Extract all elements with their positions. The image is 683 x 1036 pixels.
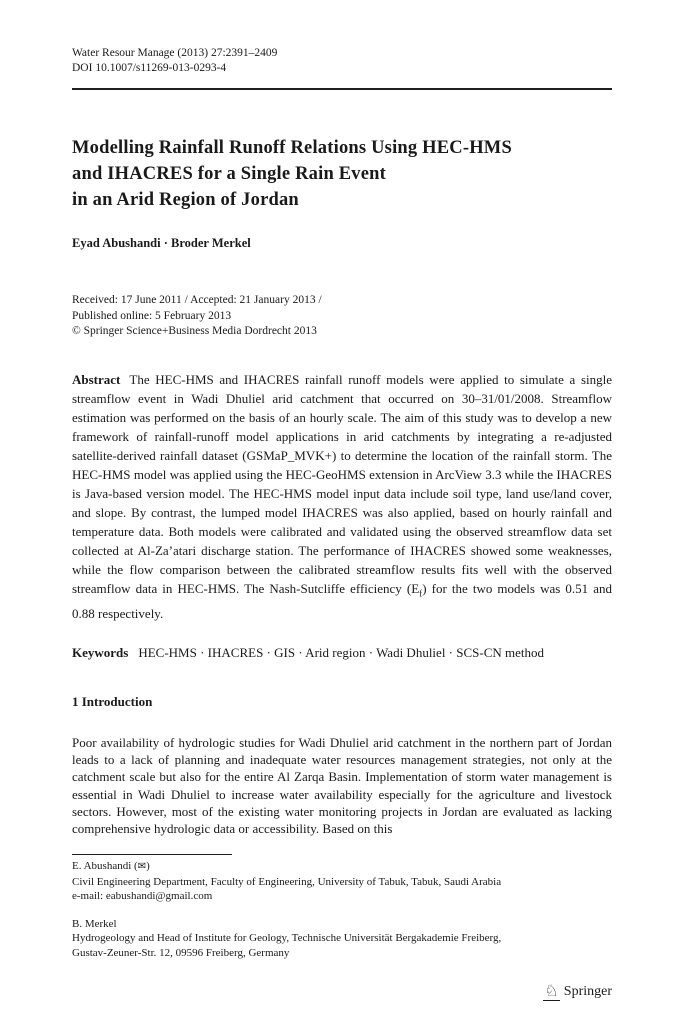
springer-knight-icon: ♘ bbox=[544, 981, 559, 1000]
efficiency-subscript: f bbox=[419, 588, 423, 599]
corresponding-author-paren: ) bbox=[146, 860, 150, 872]
correspondence-footnote bbox=[72, 859, 632, 960]
keywords-text: HEC-HMS · IHACRES · GIS · Arid region · Wadi Dhuliel · SCS-CN method bbox=[138, 645, 545, 660]
abstract-paragraph bbox=[72, 370, 612, 623]
publisher-logo bbox=[543, 983, 612, 1001]
journal-doi: DOI 10.1007/s11269-013-0293-4 bbox=[72, 62, 227, 74]
abstract-text-part2: ) for the two models was 0.51 and 0.88 respectively. bbox=[72, 581, 612, 621]
abstract-text-part1: The HEC-HMS and IHACRES rainfall runoff models were applied to simulate a single streamflow event in Wadi Dhuliel arid catchment that occurred on 30–31/01/2008. Streamflow estimation was performed on the basis of an hourly scale. The aim of this study was to develop a new framework of rainfall-runoff model applications in arid catchments by integrating a re-adjusted satellite-derived rainfall dataset (GSMaP_MVK+) to determine the location of the rainfall storm. The HEC-HMS model was applied using the HEC-GeoHMS extension in ArcView 3.3 while the IHACRES is Java-based version model. The HEC-HMS model input data include soil type, land use/land cover, and slope. By contrast, the lumped model IHACRES was also applied, based on hourly rainfall and temperature data. Both models were calibrated and validated using the observed streamflow data set collected at Al-Za’atari discharge station. The performance of IHACRES showed some weaknesses, while the flow comparison between the calibrated streamflow results fits well with the observed streamflow data in HEC-HMS. The Nash-Sutcliffe efficiency (E bbox=[72, 372, 612, 596]
author1-affiliation: Civil Engineering Department, Faculty of Engineering, University of Tabuk, Tabuk, Saudi Arabia bbox=[72, 875, 502, 888]
author-names: Eyad Abushandi · Broder Merkel bbox=[72, 236, 251, 250]
article-title-line-2: and IHACRES for a Single Rain Event bbox=[72, 164, 387, 184]
author1-email: e-mail: eabushandi@gmail.com bbox=[72, 890, 213, 902]
copyright-line: © Springer Science+Business Media Dordrecht 2013 bbox=[72, 325, 317, 337]
author2-affiliation-line2: Gustav-Zeuner-Str. 12, 09596 Freiberg, Germany bbox=[72, 946, 290, 959]
author2-name: B. Merkel bbox=[72, 917, 117, 930]
author2-affiliation-line1: Hydrogeology and Head of Institute for Geology, Technische Universität Bergakademie Freiberg, bbox=[72, 932, 502, 944]
abstract-label: Abstract bbox=[72, 372, 121, 387]
footnote-rule bbox=[72, 854, 232, 855]
corresponding-author-name: E. Abushandi ( bbox=[72, 860, 138, 872]
published-online-line: Published online: 5 February 2013 bbox=[72, 309, 232, 322]
article-title-line-1: Modelling Rainfall Runoff Relations Using HEC-HMS bbox=[72, 138, 512, 158]
header-rule bbox=[72, 88, 612, 90]
footnote-gap bbox=[72, 904, 632, 917]
corresponding-author-line bbox=[72, 859, 632, 875]
received-accepted-line: Received: 17 June 2011 / Accepted: 21 January 2013 / bbox=[72, 294, 322, 306]
keywords-line bbox=[72, 645, 632, 661]
journal-header bbox=[72, 46, 277, 76]
article-title-line-3: in an Arid Region of Jordan bbox=[72, 190, 299, 210]
keywords-label: Keywords bbox=[72, 645, 129, 660]
envelope-icon: ✉ bbox=[137, 861, 147, 872]
article-history bbox=[72, 293, 322, 340]
introduction-paragraph: Poor availability of hydrologic studies for Wadi Dhuliel arid catchment in the northern part of Jordan leads to a lack of planning and inadequate water resources management strategies, not only at the catchment scale but also for the entire Al Zarqa Basin. Implementation of storm water management is essential in Wadi Dhuliel to increase water availability especially for the agriculture and livestock sectors. However, most of the existing water monitoring projects in Jordan are evaluated as lacking comprehensive hydrologic data or accessibility. Based on this bbox=[72, 735, 612, 837]
article-title bbox=[72, 135, 512, 213]
publisher-name: Springer bbox=[563, 984, 612, 999]
journal-citation: Water Resour Manage (2013) 27:2391–2409 bbox=[72, 47, 278, 59]
section-heading-introduction: 1 Introduction bbox=[72, 694, 153, 709]
